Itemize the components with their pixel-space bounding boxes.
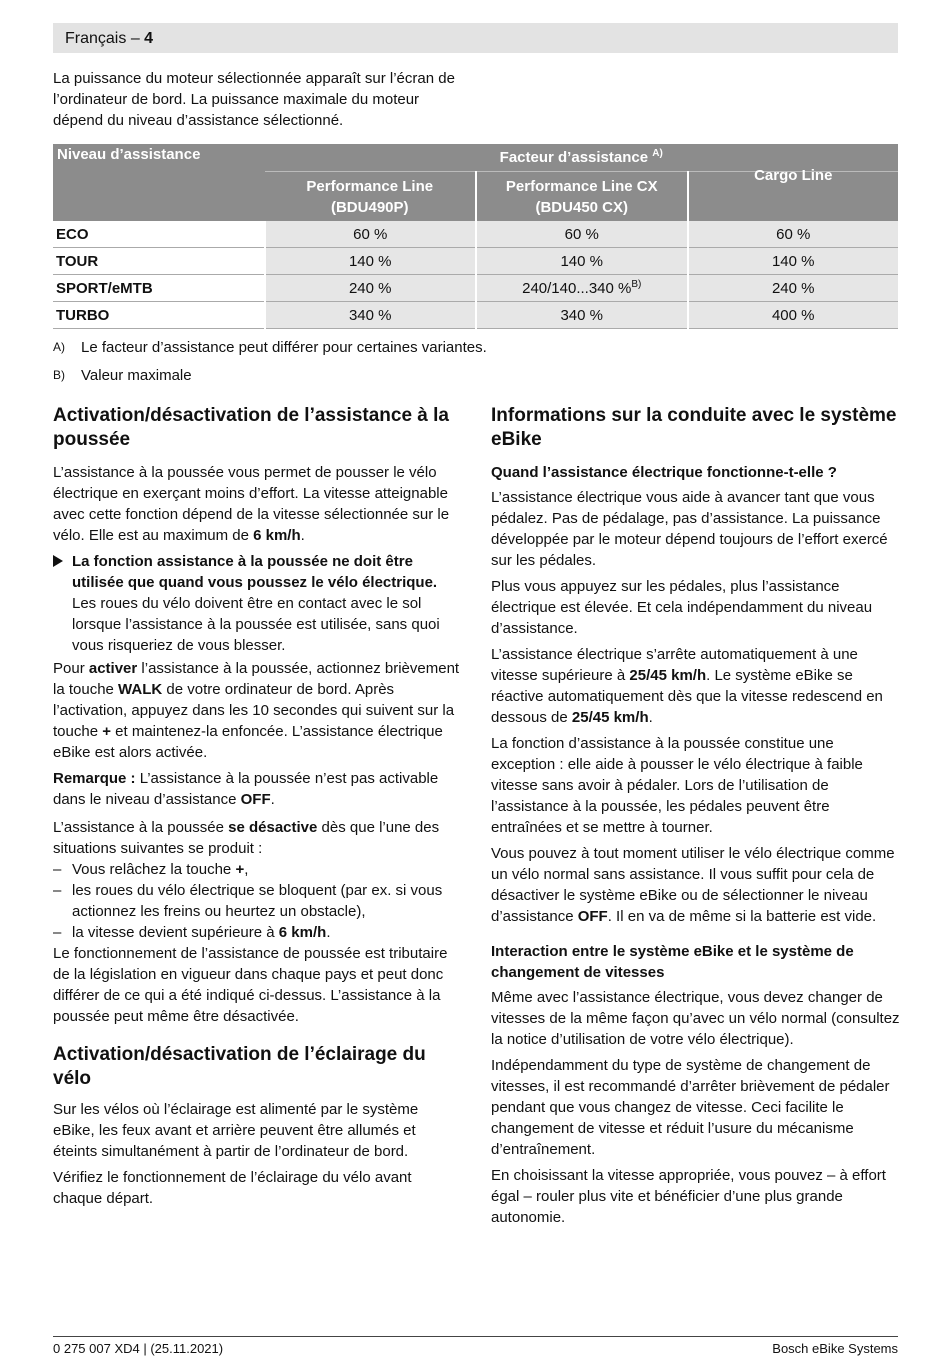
triangle-bullet-icon	[53, 555, 63, 567]
text: L’assistance à la poussée vous permet de pousser le vélo électrique en exerçant moins d’effort. La vitesse atteignable avec cette fonction dépend de la vitesse sélectionnée sur le vélo. Elle est au maximum de	[53, 464, 450, 544]
table-cell: 240 %	[688, 275, 899, 302]
footnote-key: A)	[53, 340, 65, 354]
model-2	[476, 172, 688, 222]
right-column	[491, 404, 901, 1233]
table-cell: 340 %	[265, 302, 477, 329]
page-number: 4	[144, 30, 154, 47]
header-separator: –	[130, 30, 140, 47]
table-cell: 340 %	[476, 302, 688, 329]
text: L’assistance à la poussée	[53, 819, 229, 836]
paragraph: Même avec l’assistance électrique, vous devez changer de vitesses de la même façon qu’avec un vélo normal (consultez la notice d’utilisation de votre vélo électrique).	[491, 989, 900, 1048]
text-bold: se désactive	[228, 819, 318, 836]
condition-list	[53, 859, 463, 943]
text-bold: 6 km/h	[253, 527, 301, 544]
text: . Il en va de même si la batterie est vide.	[607, 908, 877, 925]
text: .	[300, 527, 305, 544]
paragraph: Indépendamment du type de système de changement de vitesses, il est recommandé d’arrêter brièvement de pédaler pendant que vous changez de vitesse. Ceci facilite le changement de vitesse et réduit l’usure du mécanisme d’entraînement.	[491, 1057, 890, 1158]
intro-paragraph: La puissance du moteur sélectionnée apparaît sur l’écran de l’ordinateur de bord. La puissance maximale du moteur dépend du niveau d’assistance sélectionné.	[53, 70, 455, 129]
text: L’assistance électrique s’arrête automatiquement à une vitesse supérieure à	[491, 646, 858, 684]
text-bold: +	[102, 723, 111, 740]
text: Vous relâchez la touche	[72, 861, 236, 878]
table-row	[53, 248, 898, 275]
section-heading-riding-info: Informations sur la conduite avec le système eBike	[491, 405, 897, 450]
table-cell: 140 %	[476, 248, 688, 275]
paragraph: Vérifiez le fonctionnement de l’éclairage du vélo avant chaque départ.	[53, 1169, 412, 1207]
list-item	[53, 922, 463, 943]
text: Pour	[53, 660, 89, 677]
text: . Le système eBike se réactive automatiquement dès que la vitesse redescend en dessous de	[491, 667, 883, 726]
text: .	[270, 791, 275, 808]
row-level-name: TURBO	[53, 302, 265, 329]
table-cell-value: 240/140...340 %	[522, 279, 632, 297]
footnote-ref-a: A)	[652, 148, 663, 159]
paragraph	[53, 462, 463, 546]
header-level	[53, 144, 265, 221]
text-bold: activer	[88, 660, 138, 677]
row-level-name: SPORT/eMTB	[53, 275, 265, 302]
header-language: Français	[65, 30, 127, 47]
list-item: – les roues du vélo électrique se bloquent (par ex. si vous actionnez les freins ou heurtez un obstacle),	[53, 880, 463, 922]
footnote-ref-b: B)	[631, 278, 642, 290]
header-level-label: Niveau d’assistance	[57, 146, 201, 163]
paragraph: Plus vous appuyez sur les pédales, plus l’assistance électrique est élevée. Et cela indépendamment du niveau d’assistance.	[491, 578, 873, 637]
row-level-name: TOUR	[53, 248, 265, 275]
footnote-text: Le facteur d’assistance peut différer pour certaines variantes.	[81, 339, 487, 356]
footnote-a	[53, 337, 523, 358]
text-bold: OFF	[240, 791, 271, 808]
row-level-name: ECO	[53, 221, 265, 248]
text: l’assistance à la poussée, actionnez brièvement la touche	[53, 660, 460, 698]
model-3	[688, 167, 899, 222]
subheading-when-assist: Quand l’assistance électrique fonctionne-t-elle ?	[491, 464, 837, 481]
text: dès que l’une des situations suivantes se produit :	[53, 819, 440, 857]
list-item	[53, 859, 463, 880]
text: ,	[244, 861, 249, 878]
table-cell: 60 %	[688, 221, 899, 248]
text-bold: Remarque :	[53, 770, 136, 787]
text: et maintenez-la enfoncée. L’assistance électrique eBike est alors activée.	[53, 723, 443, 761]
paragraph: L’assistance électrique vous aide à avancer tant que vous pédalez. Pas de pédalage, pas d’assistance. La puissance développée par le moteur dépend toujours de l’effort exercé sur les pédales.	[491, 489, 888, 569]
text-bold: 6 km/h	[278, 924, 327, 941]
model-1	[265, 172, 477, 222]
text-bold: OFF	[577, 908, 608, 925]
paragraph: En choisissant la vitesse appropriée, vous pouvez – à effort égal – rouler plus vite et bénéficier d’une plus grande autonomie.	[491, 1167, 886, 1226]
text-bold: +	[235, 861, 245, 878]
footer-doc-id: 0 275 007 XD4 | (25.11.2021)	[53, 1341, 224, 1356]
paragraph	[53, 658, 463, 763]
warning-text: Les roues du vélo doivent être en contact avec le sol lorsque l’assistance à la poussée est utilisée, sans quoi vous risqueriez de vous blesser.	[72, 595, 440, 654]
page-footer	[53, 1336, 898, 1356]
footnote-text: Valeur maximale	[81, 367, 192, 384]
table-row	[53, 275, 898, 302]
text: la vitesse devient supérieure à	[72, 924, 279, 941]
paragraph: Sur les vélos où l’éclairage est alimenté par le système eBike, les feux avant et arrière peuvent être allumés et éteints simultanément à partir de l’ordinateur de bord.	[53, 1101, 419, 1160]
table-row	[53, 221, 898, 248]
header-factor-label: Facteur d’assistance	[499, 149, 649, 166]
table-cell: 140 %	[265, 248, 477, 275]
paragraph	[53, 817, 463, 859]
footnote-b	[53, 365, 523, 386]
model-3-label: Cargo Line	[754, 167, 833, 184]
table-cell: 240 %	[265, 275, 477, 302]
page-header	[53, 23, 898, 53]
text-bold: 25/45 km/h	[571, 709, 649, 726]
text-bold: WALK	[118, 681, 163, 698]
text: .	[648, 709, 653, 726]
table-cell: 60 %	[265, 221, 477, 248]
paragraph	[53, 768, 463, 810]
footer-brand: Bosch eBike Systems	[772, 1341, 898, 1356]
table-cell: 60 %	[476, 221, 688, 248]
table-cell: 400 %	[688, 302, 899, 329]
paragraph: Le fonctionnement de l’assistance de poussée est tributaire de la législation en vigueur dans chaque pays et peut donc différer de ce qui a été indiqué ci-dessus. L’assistance à la poussée peut même être désactivée.	[53, 945, 448, 1025]
header-text	[65, 28, 153, 49]
left-column	[53, 404, 463, 1214]
model-1-label: Performance Line (BDU490P)	[306, 177, 434, 216]
model-2-label: Performance Line CX (BDU450 CX)	[505, 177, 658, 216]
paragraph	[491, 843, 901, 927]
text: .	[326, 924, 331, 941]
table-row	[53, 302, 898, 329]
text: Vous pouvez à tout moment utiliser le vélo électrique comme un vélo normal sans assistance. Il vous suffit pour cela de désactiver le système eBike ou de sélectionner le niveau d’assistance	[491, 845, 895, 925]
section-heading-push-assist: Activation/désactivation de l’assistance à la poussée	[53, 405, 449, 450]
assistance-table	[53, 144, 898, 329]
warning-bold: La fonction assistance à la poussée ne doit être utilisée que quand vous poussez le vélo électrique.	[72, 553, 438, 591]
subheading-gear-interaction: Interaction entre le système eBike et le système de changement de vitesses	[491, 943, 854, 981]
footnote-key: B)	[53, 368, 65, 382]
table-cell	[476, 275, 688, 302]
text: L’assistance à la poussée n’est pas activable dans le niveau d’assistance	[53, 770, 439, 808]
text-bold: 25/45 km/h	[629, 667, 707, 684]
section-heading-lighting: Activation/désactivation de l’éclairage du vélo	[53, 1044, 426, 1089]
warning-item	[53, 551, 463, 656]
paragraph	[491, 644, 901, 728]
table-cell: 140 %	[688, 248, 899, 275]
text: de votre ordinateur de bord. Après l’activation, appuyez dans les 10 secondes qui suivent sur la touche	[53, 681, 455, 740]
paragraph: La fonction d’assistance à la poussée constitue une exception : elle aide à pousser le vélo électrique à faible vitesse sans avoir à pédaler. Lors de l’utilisation de l’assistance à la poussée, les pédales peuvent être entraînées et se mettre à tourner.	[491, 735, 863, 836]
